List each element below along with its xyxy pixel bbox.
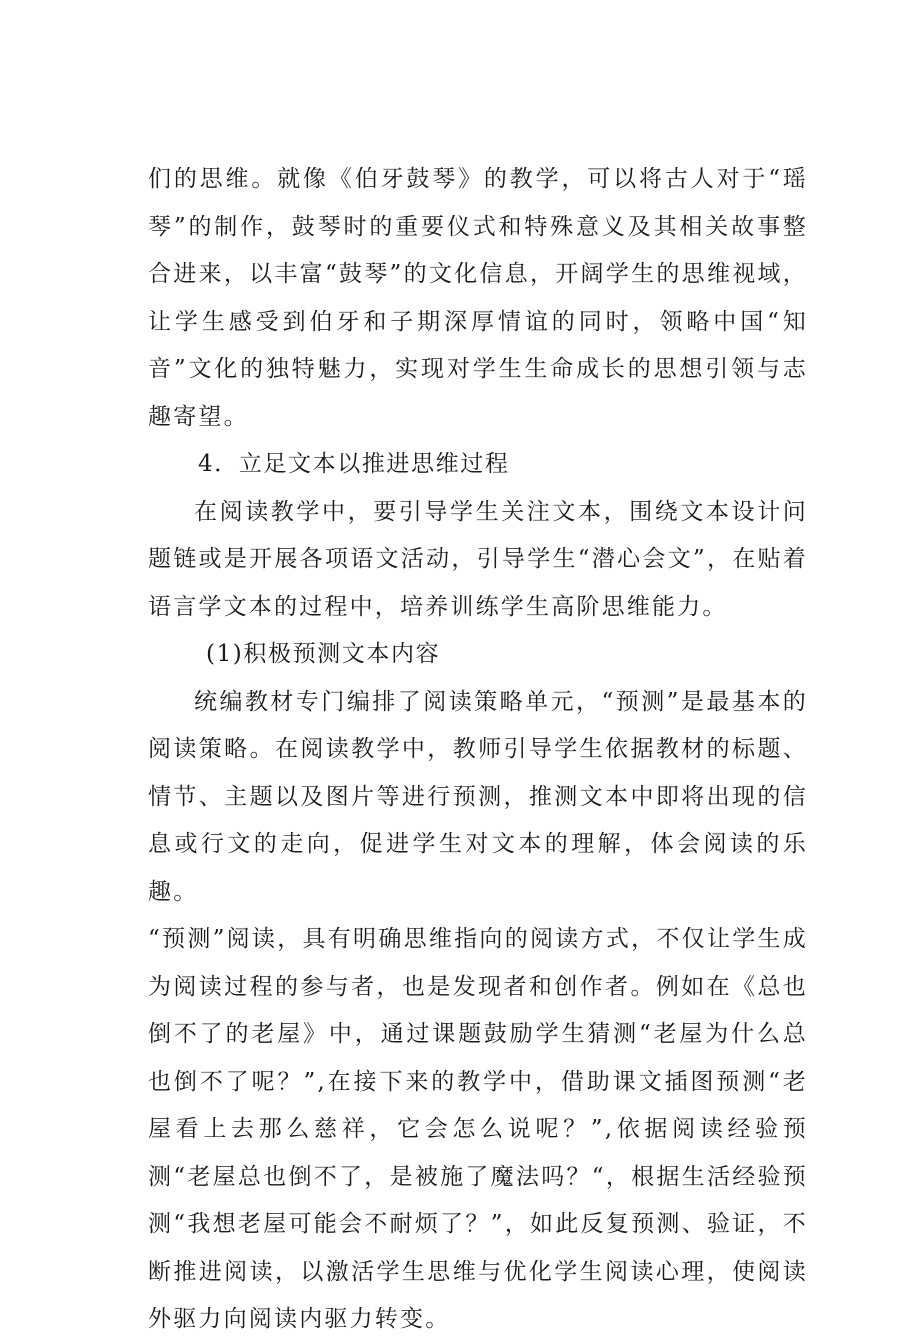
- subsection-heading-1: (1)积极预测文本内容: [206, 641, 441, 667]
- paragraph-continuation: 们的思维。就像《伯牙鼓琴》的教学，可以将古人对于“瑶琴”的制作，鼓琴时的重要仪式和特殊意义及其相关故事整合进来，以丰富“鼓琴”的文化信息，开阔学生的思维视域，让学生感受到伯牙和子期深厚情谊的同时，领略中国“知音”文化的独特魅力，实现对学生生命成长的思想引领与志趣寄望。: [148, 166, 808, 430]
- section-heading-4: 4．立足文本以推进思维过程: [198, 451, 510, 477]
- document-body: [148, 156, 808, 1344]
- paragraph-prediction-example: “预测”阅读，具有明确思维指向的阅读方式，不仅让学生成为阅读过程的参与者，也是发现者和创作者。例如在《总也倒不了的老屋》中，通过课题鼓励学生猜测“老屋为什么总也倒不了呢？”,在接下来的教学中，借助课文插图预测“老屋看上去那么慈祥，它会怎么说呢？”,依据阅读经验预测“老屋总也倒不了，是被施了魔法吗？“，根据生活经验预测“我想老屋可能会不耐烦了？”，如此反复预测、验证，不断推进阅读，以激活学生思维与优化学生阅读心理，使阅读外驱力向阅读内驱力转变。: [148, 926, 808, 1332]
- paragraph-section-intro: 在阅读教学中，要引导学生关注文本，围绕文本设计问题链或是开展各项语文活动，引导学生“潜心会文”，在贴着语言学文本的过程中，培养训练学生高阶思维能力。: [148, 498, 808, 620]
- paragraph-prediction-strategy: 统编教材专门编排了阅读策略单元，“预测”是最基本的阅读策略。在阅读教学中，教师引导学生依据教材的标题、情节、主题以及图片等进行预测，推测文本中即将出现的信息或行文的走向，促进学生对文本的理解，体会阅读的乐趣。: [148, 688, 808, 905]
